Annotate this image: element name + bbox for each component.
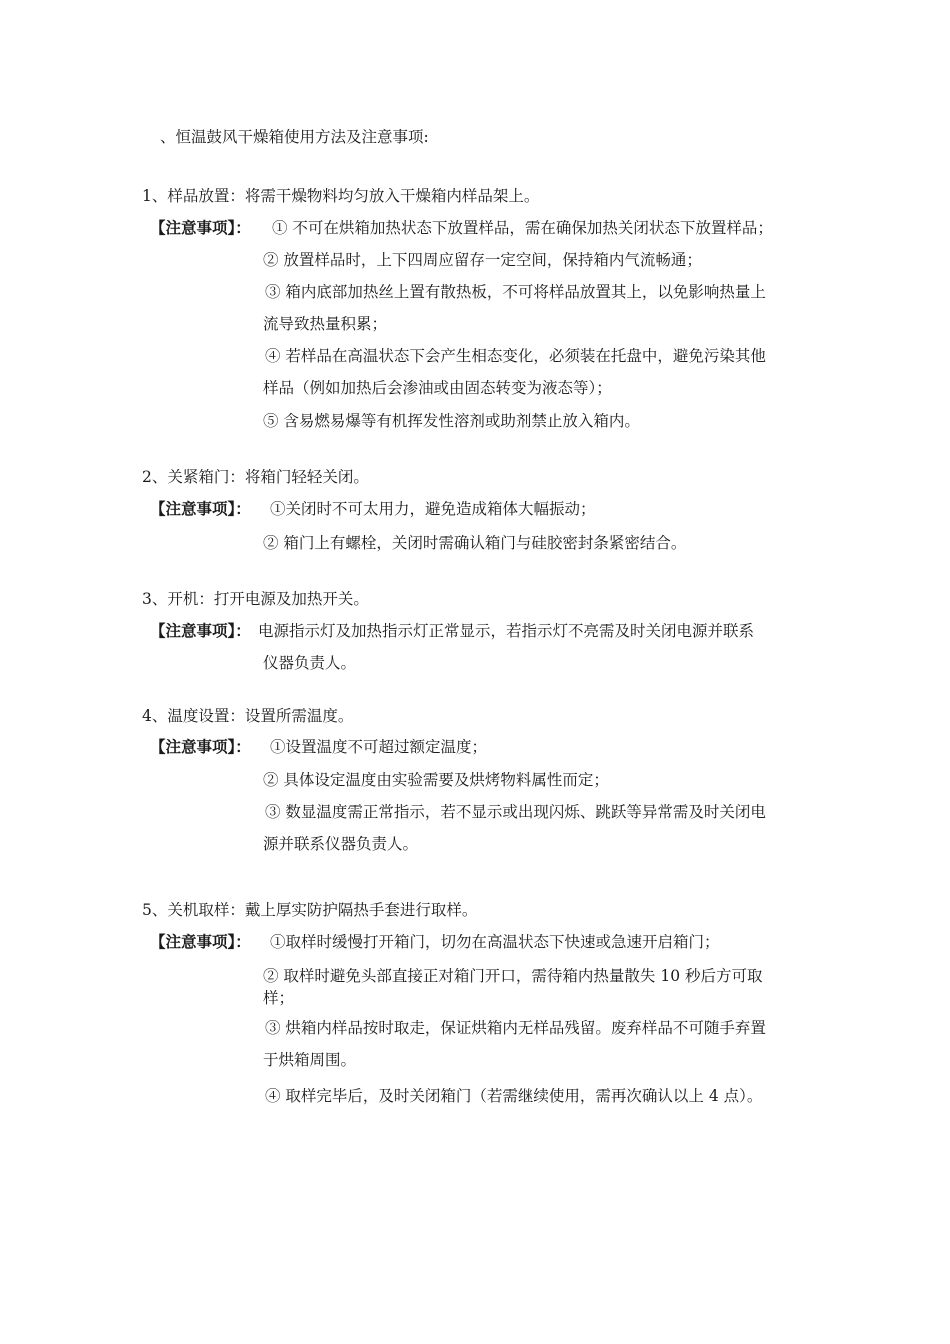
note-line: ①取样时缓慢打开箱门，切勿在高温状态下快速或急速开启箱门； [270, 933, 720, 951]
note-line: 源并联系仪器负责人。 [263, 835, 419, 853]
note-line: 流导致热量积累； [263, 315, 388, 333]
note-line: ③ 数显温度需正常指示，若不显示或出现闪烁、跳跃等异常需及时关闭电 [265, 803, 766, 821]
section-1-heading: 1、样品放置：将需干燥物料均匀放入干燥箱内样品架上。 [142, 187, 540, 205]
note-line: ③ 烘箱内样品按时取走，保证烘箱内无样品残留。废弃样品不可随手弃置 [265, 1019, 766, 1037]
note-line: ② 放置样品时，上下四周应留存一定空间，保持箱内气流畅通； [263, 251, 702, 269]
section-3-heading: 3、开机：打开电源及加热开关。 [142, 590, 369, 608]
note-label: 【注意事项】： [150, 621, 251, 640]
note-line: ①设置温度不可超过额定温度； [270, 738, 488, 756]
note-line: ①关闭时不可太用力，避免造成箱体大幅振动； [270, 500, 596, 518]
note-line: 于烘箱周围。 [263, 1051, 357, 1069]
note-line: 样品（例如加热后会渗油或由固态转变为液态等）； [263, 379, 612, 397]
section-2-heading: 2、关紧箱门：将箱门轻轻关闭。 [142, 468, 369, 486]
note-line: ④ 若样品在高温状态下会产生相态变化，必须装在托盘中，避免污染其他 [265, 347, 766, 365]
note-line: ⑤ 含易燃易爆等有机挥发性溶剂或助剂禁止放入箱内。 [263, 412, 640, 430]
note-line: ① 不可在烘箱加热状态下放置样品，需在确保加热关闭状态下放置样品； [272, 219, 773, 237]
note-label: 【注意事项】： [150, 737, 251, 756]
document-title: 、恒温鼓风干燥箱使用方法及注意事项: [160, 128, 429, 146]
note-line: ③ 箱内底部加热丝上置有散热板，不可将样品放置其上，以免影响热量上 [265, 283, 766, 301]
note-line: 电源指示灯及加热指示灯正常显示，若指示灯不亮需及时关闭电源并联系 [258, 622, 755, 640]
note-line: ④ 取样完毕后，及时关闭箱门（若需继续使用，需再次确认以上 4 点）。 [265, 1087, 763, 1105]
section-4-heading: 4、温度设置：设置所需温度。 [142, 707, 354, 725]
section-5-heading: 5、关机取样：戴上厚实防护隔热手套进行取样。 [142, 901, 478, 919]
note-line: ② 取样时避免头部直接正对箱门开口，需待箱内热量散失 10 秒后方可取 [263, 967, 763, 985]
note-line: 样； [263, 989, 295, 1007]
note-label: 【注意事项】： [150, 499, 251, 518]
note-line: ② 箱门上有螺栓，关闭时需确认箱门与硅胶密封条紧密结合。 [263, 534, 687, 552]
note-label: 【注意事项】： [150, 218, 251, 237]
note-line: ② 具体设定温度由实验需要及烘烤物料属性而定； [263, 771, 609, 789]
note-label: 【注意事项】： [150, 932, 251, 951]
note-line: 仪器负责人。 [263, 654, 357, 672]
